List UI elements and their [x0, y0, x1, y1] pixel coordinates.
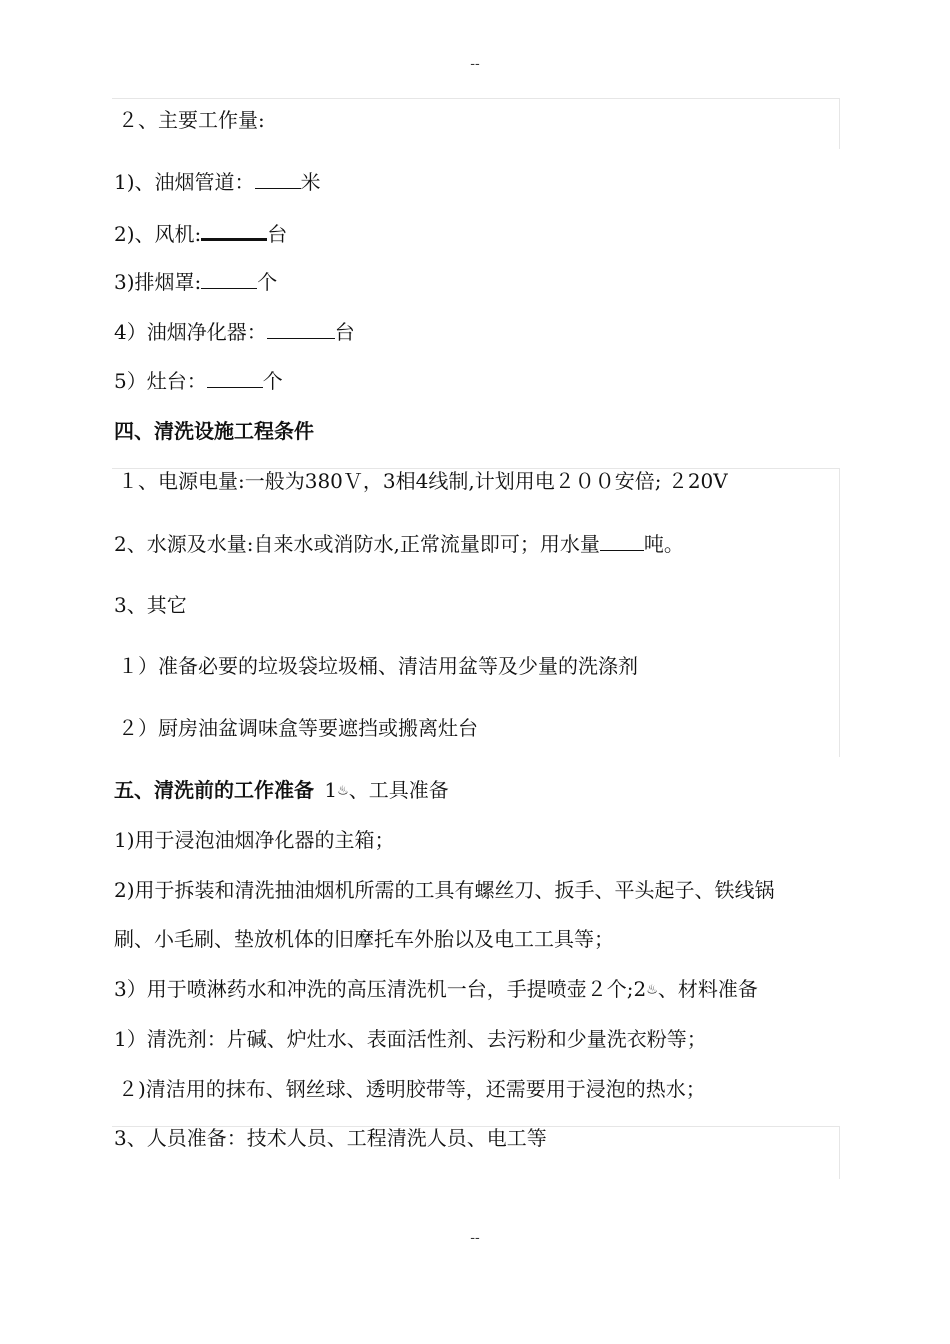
blank-line [207, 367, 263, 388]
section5-sub-number: 1 [324, 778, 338, 802]
tool-item: 1)用于浸泡油烟净化器的主箱； [114, 828, 395, 852]
decorative-mark-icon: ♨ [646, 982, 658, 998]
blank-line [201, 268, 257, 289]
section5-title: 五、清洗前的工作准备 [114, 778, 314, 802]
workload-unit: 米 [300, 170, 321, 194]
water-text: 2、水源及水量:自来水或消防水,正常流量即可；用水量 [114, 532, 600, 556]
footer-mark: -- [470, 1230, 480, 1246]
workload-item-purifier [114, 318, 355, 346]
blank-line [255, 168, 301, 189]
water-line [114, 530, 684, 558]
header-mark: -- [470, 56, 480, 72]
section4-title: 四、清洗设施工程条件 [114, 419, 314, 443]
workload-item-pipe [114, 168, 321, 196]
section5-sub-text: 、工具准备 [348, 778, 449, 802]
workload-item-stove [114, 367, 283, 395]
blank-line [600, 530, 644, 551]
workload-label: 1)、油烟管道： [114, 170, 255, 194]
workload-label: 5）灶台： [114, 369, 207, 393]
power-line: １、电源电量:一般为380Ｖ，3相4线制,计划用电２００安倍; ２20V [118, 469, 728, 493]
staff-line: 3、人员准备：技术人员、工程清洗人员、电工等 [114, 1126, 547, 1150]
workload-unit: 个 [262, 369, 283, 393]
workload-unit: 台 [267, 222, 288, 246]
decorative-mark-icon: ♨ [337, 783, 349, 799]
workload-label: 2)、风机: [114, 222, 202, 246]
tool-item: 2)用于拆装和清洗抽油烟机所需的工具有螺丝刀、扳手、平头起子、铁线锅 [114, 878, 775, 902]
section5-heading [114, 776, 449, 806]
workload-item-hood [114, 268, 277, 296]
workload-unit: 个 [257, 270, 278, 294]
blank-line [201, 218, 267, 241]
workload-label: 4）油烟净化器： [114, 320, 267, 344]
other-item: １）准备必要的垃圾袋垃圾桶、清洁用盆等及少量的洗涤剂 [118, 654, 638, 678]
water-unit: 吨。 [643, 532, 684, 556]
tool-item-text: 3）用于喷淋药水和冲洗的高压清洗机一台，手提喷壶２个;2 [114, 977, 647, 1001]
material-item: ２)清洁用的抹布、钢丝球、透明胶带等，还需要用于浸泡的热水； [118, 1077, 706, 1101]
workload-item-fan [114, 218, 287, 248]
materials-heading: 、材料准备 [657, 977, 758, 1001]
workload-unit: 台 [334, 320, 355, 344]
section2-heading: ２、主要工作量: [118, 108, 265, 132]
other-heading: 3、其它 [114, 593, 187, 617]
material-item: 1）清洗剂：片碱、炉灶水、表面活性剂、去污粉和少量洗衣粉等； [114, 1027, 707, 1051]
other-item: ２）厨房油盆调味盒等要遮挡或搬离灶台 [118, 716, 478, 740]
workload-label: 3)排烟罩: [114, 270, 202, 294]
tool-item-sprayer [114, 975, 758, 1005]
tool-item: 刷、小毛刷、垫放机体的旧摩托车外胎以及电工工具等； [114, 927, 614, 951]
blank-line [267, 318, 335, 339]
